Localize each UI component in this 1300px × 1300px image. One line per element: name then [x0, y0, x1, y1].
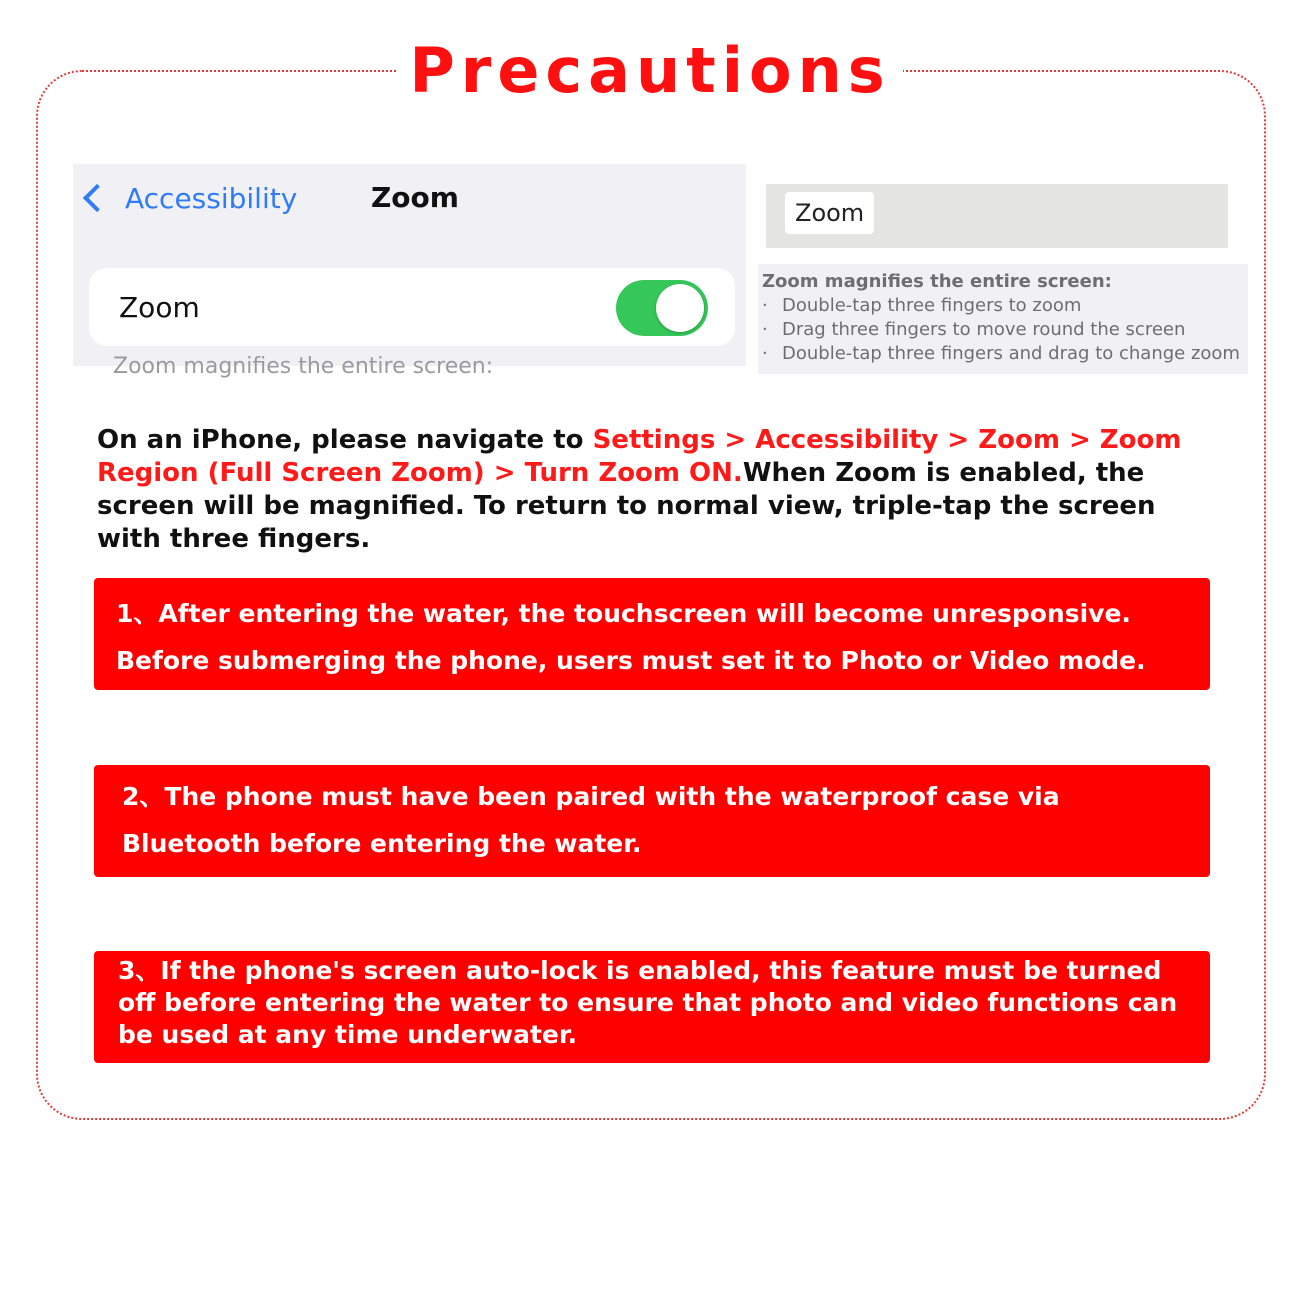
chevron-left-icon [83, 184, 111, 212]
nav-title: Zoom [371, 181, 459, 214]
title-wrap [0, 26, 1300, 116]
zoom-toggle[interactable] [616, 280, 708, 336]
back-label: Accessibility [125, 181, 298, 215]
description-bullet: · Double-tap three fingers to zoom [762, 295, 1082, 316]
instructions-suffix: When Zoom is enabled, the screen will be magnified. To return to normal view, triple-tap the screen with three fingers. [97, 458, 1156, 554]
zoom-setting-row [89, 268, 735, 346]
zoom-setting-label: Zoom [119, 291, 200, 324]
toggle-knob [656, 284, 704, 332]
cut-off-caption: Zoom magnifies the entire screen: [113, 354, 494, 379]
notice-2: 2、The phone must have been paired with the waterproof case via Bluetooth before entering the water. [94, 765, 1210, 877]
search-chip: Zoom [785, 192, 874, 234]
instructions-prefix: On an iPhone, please navigate to [97, 425, 593, 455]
page-title: Precautions [397, 31, 902, 111]
search-bar[interactable] [766, 184, 1228, 248]
back-button[interactable] [79, 178, 297, 218]
description-bullet: · Drag three fingers to move round the screen [762, 319, 1186, 340]
instructions-path: Settings > Accessibility > Zoom > Zoom Region (Full Screen Zoom) > Turn Zoom ON. [97, 425, 1182, 488]
zoom-description [758, 264, 1248, 374]
notice-1: 1、After entering the water, the touchscreen will become unresponsive. Before submerging the phone, users must set it to Photo or Video mode. [94, 578, 1210, 690]
instructions-paragraph [97, 424, 1227, 556]
description-bullet: · Double-tap three fingers and drag to change zoom [762, 343, 1240, 364]
description-heading: Zoom magnifies the entire screen: [762, 271, 1112, 292]
notice-3: 3、If the phone's screen auto-lock is enabled, this feature must be turned off before entering the water to ensure that photo and video functions can be used at any time underwater. [94, 951, 1210, 1063]
zoom-settings-screenshot [73, 164, 746, 379]
